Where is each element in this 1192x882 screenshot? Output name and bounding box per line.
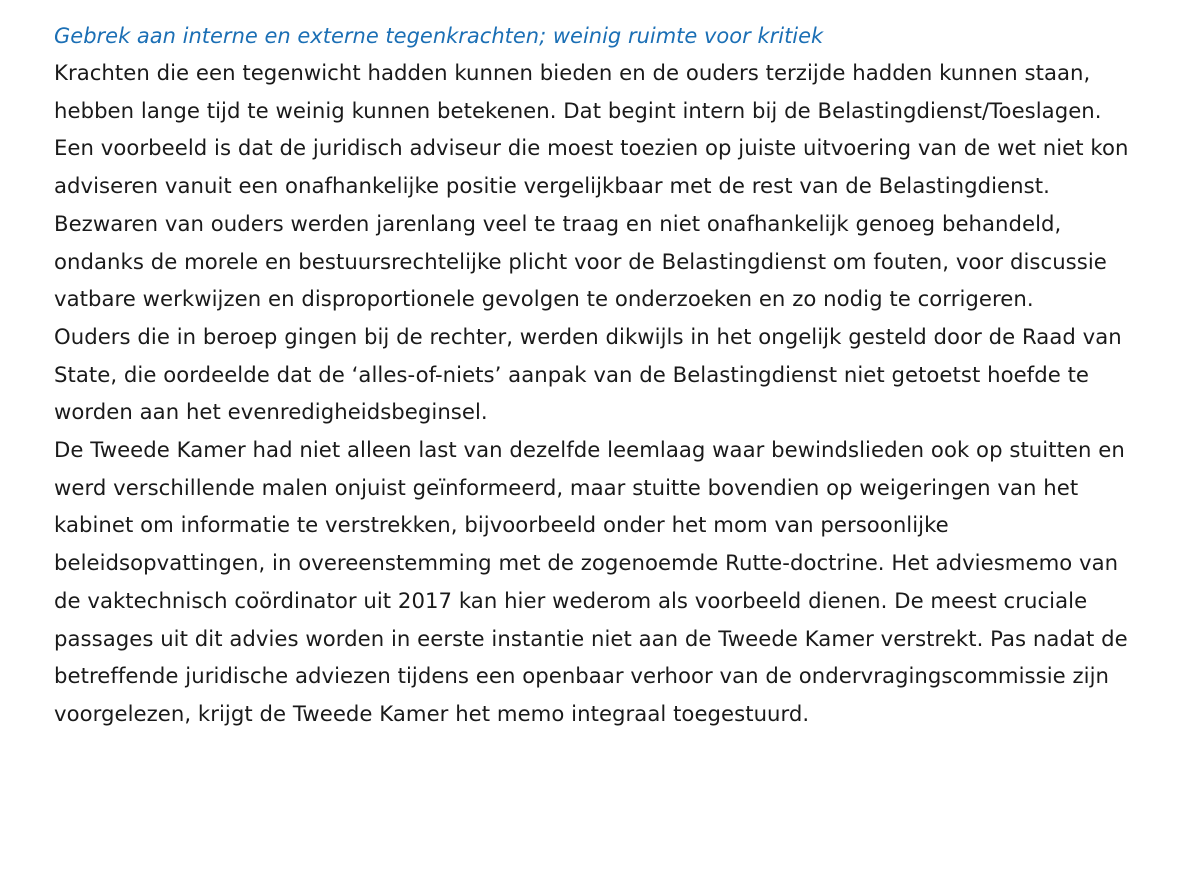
article [54, 20, 1134, 733]
paragraph-3: Ouders die in beroep gingen bij de rechter, werden dikwijls in het ongelijk gesteld door de Raad van State, die oordeelde dat de ‘alles-of-niets’ aanpak van de Belastingdienst niet getoetst hoefde te worden aan het evenredigheidsbeginsel. [54, 323, 1122, 425]
paragraph-2: Bezwaren van ouders werden jarenlang veel te traag en niet onafhankelijk genoeg behandeld, ondanks de morele en bestuursrechtelijke plicht voor de Belastingdienst om fouten, voor discussie vatbare werkwijzen en disproportionele gevolgen te onderzoeken en zo nodig te corrigeren. [54, 210, 1107, 312]
section-heading: Gebrek aan interne en externe tegenkrachten; weinig ruimte voor kritiek [54, 24, 824, 48]
paragraph-1: Krachten die een tegenwicht hadden kunnen bieden en de ouders terzijde hadden kunnen staan, hebben lange tijd te weinig kunnen betekenen. Dat begint intern bij de Belastingdienst/Toeslagen. Een voorbeeld is dat de juridisch adviseur die moest toezien op juiste uitvoering van de wet niet kon adviseren vanuit een onafhankelijke positie vergelijkbaar met de rest van de Belastingdienst. [54, 60, 1129, 199]
paragraph-4: De Tweede Kamer had niet alleen last van dezelfde leemlaag waar bewindslieden ook op stuitten en werd verschillende malen onjuist geïnformeerd, maar stuitte bovendien op weigeringen van het kabinet om informatie te verstrekken, bijvoorbeeld onder het mom van persoonlijke beleidsopvattingen, in overeenstemming met de zogenoemde Rutte-doctrine. Het adviesmemo van de vaktechnisch coördinator uit 2017 kan hier wederom als voorbeeld dienen. De meest cruciale passages uit dit advies worden in eerste instantie niet aan de Tweede Kamer verstrekt. Pas nadat de betreffende juridische adviezen tijdens een openbaar verhoor van de ondervragingscommissie zijn voorgelezen, krijgt de Tweede Kamer het memo integraal toegestuurd. [54, 437, 1128, 726]
